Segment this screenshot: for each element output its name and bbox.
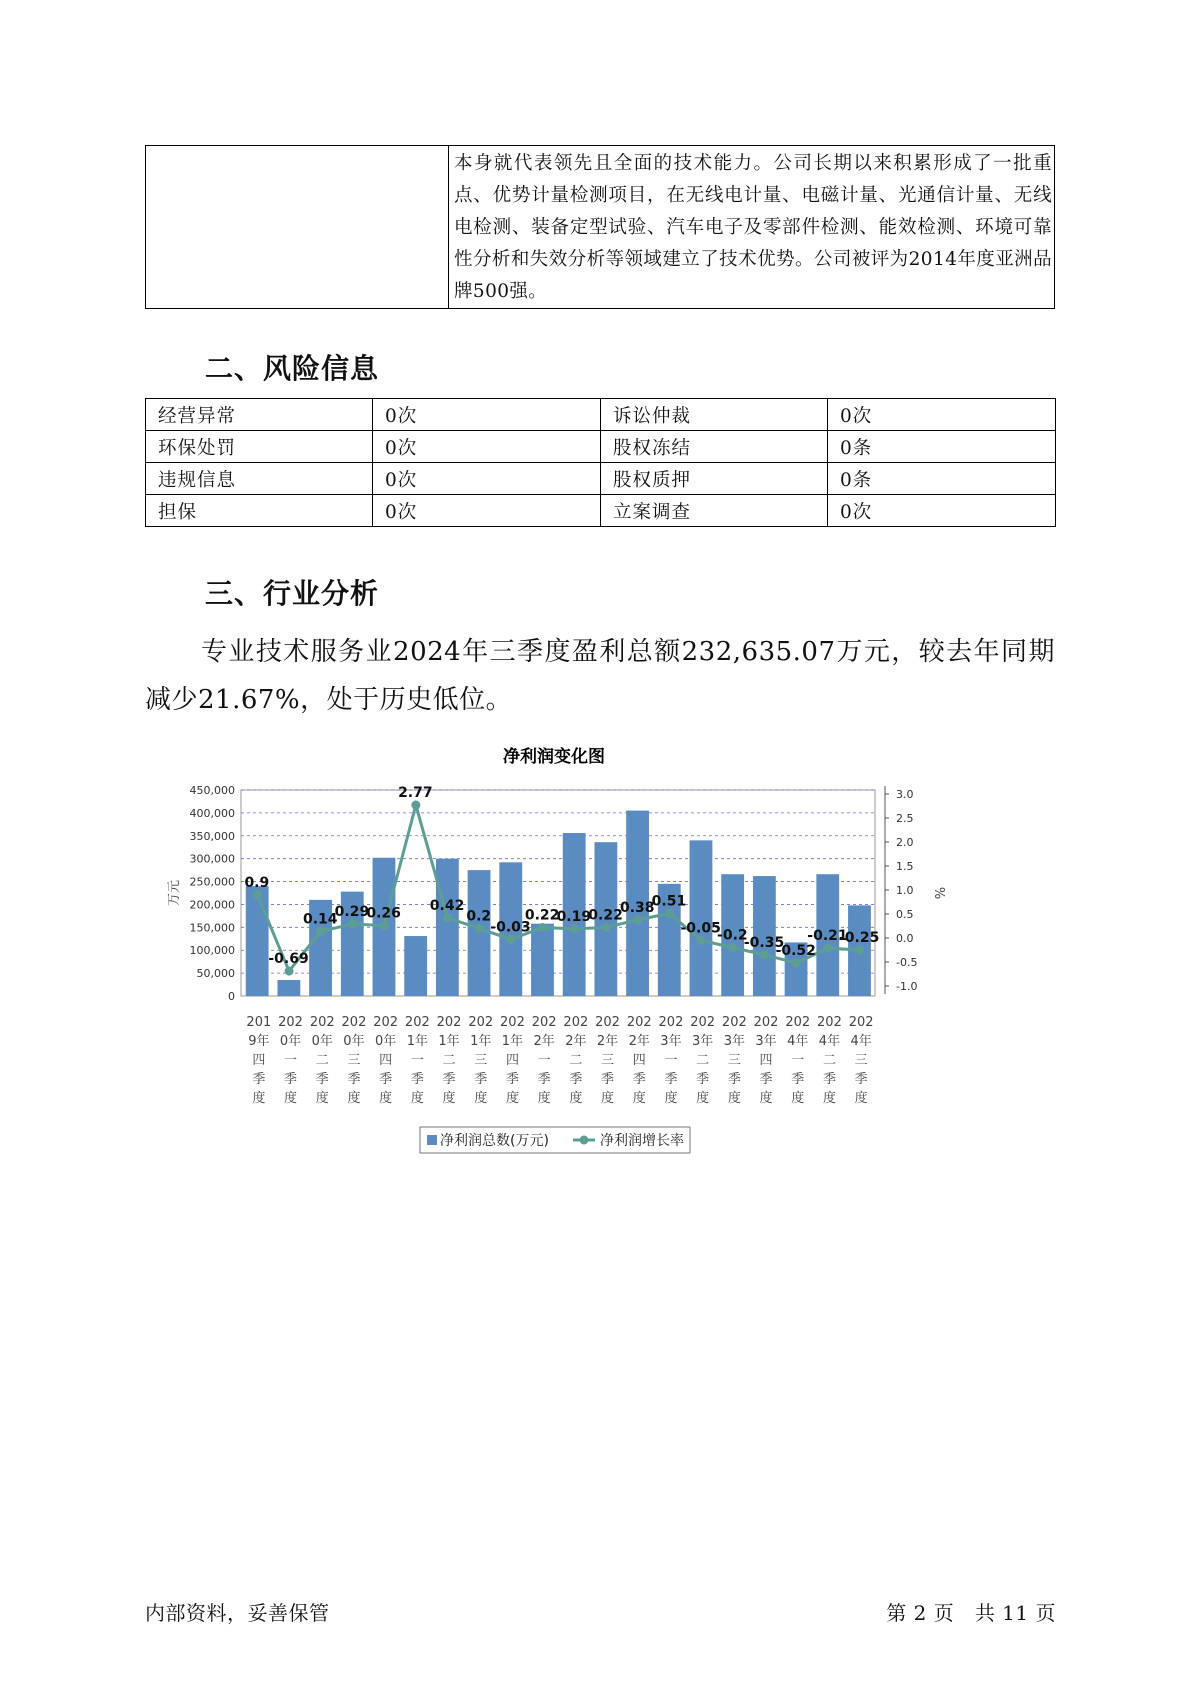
growth-rate-point (380, 921, 389, 930)
x-category-label: 季 (537, 1072, 551, 1087)
bar (246, 886, 269, 996)
growth-rate-point (411, 801, 420, 810)
x-category-label: 季 (791, 1072, 805, 1087)
x-category-label: 度 (284, 1091, 298, 1106)
x-category-label: 201 (246, 1015, 272, 1030)
x-category-label: 季 (315, 1072, 329, 1087)
x-category-label: 季 (822, 1072, 836, 1087)
growth-rate-label: -0.52 (775, 942, 816, 959)
growth-rate-label: 0.19 (556, 908, 592, 925)
x-category-label: 季 (347, 1072, 361, 1087)
x-category-label: 季 (505, 1072, 519, 1087)
risk-label: 经营异常 (146, 399, 373, 431)
industry-paragraph: 专业技术服务业2024年三季度盈利总额232,635.07万元，较去年同期减少21.67%，处于历史低位。 (145, 637, 1055, 715)
growth-rate-point (823, 944, 832, 953)
x-category-label: 202 (500, 1015, 525, 1030)
x-category-label: 1年 (501, 1034, 524, 1049)
x-category-label: 四 (379, 1053, 393, 1068)
left-tick-label: 250,000 (189, 875, 235, 889)
x-category-label: 一 (284, 1053, 298, 1068)
chart-svg (167, 745, 1020, 1205)
x-category-label: 度 (410, 1091, 424, 1106)
x-category-label: 1年 (406, 1034, 428, 1049)
x-category-label: 度 (759, 1091, 773, 1106)
x-category-label: 202 (373, 1015, 399, 1030)
left-tick-label: 150,000 (189, 921, 235, 935)
risk-value: 0次 (373, 431, 601, 463)
x-category-label: 202 (309, 1015, 335, 1030)
growth-rate-label: 0.2 (466, 908, 492, 925)
bar (531, 924, 554, 996)
growth-rate-label: 0.51 (651, 893, 687, 910)
growth-rate-point (665, 909, 674, 918)
x-category-label: 一 (791, 1053, 805, 1068)
growth-rate-point (602, 923, 611, 932)
x-category-label: 四 (759, 1053, 773, 1068)
right-tick-label: 0.0 (896, 932, 914, 945)
x-category-label: 202 (690, 1015, 716, 1030)
growth-rate-point (475, 924, 484, 933)
bar (436, 859, 459, 996)
right-tick-label: -0.5 (896, 956, 918, 969)
chart-title: 净利润变化图 (503, 747, 605, 767)
risk-label: 担保 (146, 495, 373, 527)
left-tick-label: 450,000 (189, 784, 235, 797)
x-category-label: 季 (664, 1072, 678, 1087)
footer-page-number: 第 2 页 共 11 页 (886, 1601, 1056, 1625)
x-category-label: 季 (854, 1072, 868, 1087)
x-category-label: 4年 (787, 1034, 809, 1049)
risk-row (146, 399, 1056, 431)
bar (404, 936, 427, 996)
x-category-label: 0年 (343, 1034, 365, 1049)
growth-rate-label: 0.9 (244, 874, 270, 891)
x-category-label: 四 (252, 1053, 266, 1068)
x-category-label: 度 (601, 1091, 615, 1106)
x-category-label: 202 (278, 1015, 303, 1030)
x-category-label: 2年 (533, 1034, 555, 1049)
risk-table (145, 398, 1056, 527)
growth-rate-label: 2.77 (398, 785, 433, 802)
left-tick-label: 200,000 (189, 898, 235, 912)
x-category-label: 度 (379, 1091, 393, 1106)
growth-rate-label: 0.14 (302, 911, 338, 928)
growth-rate-point (538, 923, 547, 932)
right-tick-label: -1.0 (896, 980, 918, 993)
risk-value: 0次 (828, 495, 1056, 527)
x-category-label: 1年 (438, 1034, 460, 1049)
risk-row (146, 431, 1056, 463)
growth-rate-label: -0.69 (268, 951, 309, 968)
risk-label: 立案调查 (601, 495, 828, 527)
growth-rate-point (285, 967, 294, 976)
left-tick-label: 400,000 (189, 806, 235, 820)
bar (277, 980, 300, 996)
x-category-label: 二 (696, 1053, 710, 1068)
x-category-label: 度 (252, 1091, 266, 1106)
x-category-label: 4年 (818, 1034, 841, 1049)
footer-confidential: 内部资料，妥善保管 (145, 1601, 330, 1625)
x-category-label: 4年 (850, 1034, 872, 1049)
x-category-label: 0年 (311, 1034, 333, 1049)
risk-value: 0次 (373, 463, 601, 495)
x-category-label: 度 (474, 1091, 488, 1106)
x-category-label: 三 (474, 1053, 488, 1068)
right-tick-label: 1.5 (896, 860, 914, 873)
growth-rate-point (728, 943, 737, 952)
x-category-label: 度 (664, 1091, 678, 1106)
x-category-label: 3年 (660, 1034, 682, 1049)
right-tick-label: 0.5 (896, 908, 914, 921)
legend-line-marker (580, 1136, 589, 1145)
x-category-label: 3年 (692, 1034, 714, 1049)
x-category-label: 2年 (628, 1034, 650, 1049)
x-category-label: 2年 (565, 1034, 587, 1049)
x-category-label: 季 (727, 1072, 741, 1087)
x-category-label: 三 (601, 1053, 615, 1068)
intro-text-cell (449, 146, 1055, 309)
right-tick-label: 3.0 (896, 788, 914, 801)
right-tick-label: 2.5 (896, 812, 914, 825)
x-category-label: 度 (632, 1091, 646, 1106)
x-category-label: 度 (315, 1091, 329, 1106)
growth-rate-label: 0.22 (524, 907, 560, 924)
growth-rate-point (760, 950, 769, 959)
x-category-label: 季 (252, 1072, 266, 1087)
x-category-label: 度 (442, 1091, 456, 1106)
x-category-label: 202 (753, 1015, 779, 1030)
x-category-label: 季 (442, 1072, 456, 1087)
x-category-label: 度 (569, 1091, 583, 1106)
risk-label: 环保处罚 (146, 431, 373, 463)
x-category-label: 度 (791, 1091, 805, 1106)
x-category-label: 三 (347, 1053, 361, 1068)
x-category-label: 三 (854, 1053, 868, 1068)
left-tick-label: 50,000 (196, 967, 235, 981)
industry-heading: 三、行业分析 (205, 577, 380, 610)
x-category-label: 9年 (248, 1034, 270, 1049)
left-axis-title: 万元 (167, 879, 182, 907)
legend-bar-label: 净利润总数(万元) (440, 1133, 549, 1149)
x-category-label: 季 (284, 1072, 298, 1087)
growth-rate-point (506, 935, 515, 944)
growth-rate-label: -0.35 (743, 934, 785, 951)
risk-label: 诉讼仲裁 (601, 399, 828, 431)
growth-rate-label: -0.21 (807, 928, 848, 945)
net-profit-chart (167, 745, 1020, 1205)
x-category-label: 202 (468, 1015, 494, 1030)
x-category-label: 202 (563, 1015, 589, 1030)
risk-row (146, 463, 1056, 495)
x-category-label: 3年 (723, 1034, 745, 1049)
growth-rate-label: 0.42 (429, 897, 465, 914)
risk-label: 股权质押 (601, 463, 828, 495)
x-category-label: 202 (848, 1015, 874, 1030)
x-category-label: 二 (822, 1053, 836, 1068)
right-axis-title: % (931, 886, 946, 900)
x-category-label: 202 (404, 1015, 430, 1030)
growth-rate-label: 0.38 (619, 899, 655, 916)
left-tick-label: 350,000 (189, 829, 235, 843)
growth-rate-point (792, 958, 801, 967)
growth-rate-point (253, 890, 262, 899)
x-category-label: 0年 (279, 1034, 302, 1049)
x-category-label: 季 (601, 1072, 615, 1087)
x-category-label: 四 (505, 1053, 519, 1068)
company-intro-table (145, 145, 1055, 309)
x-category-label: 202 (658, 1015, 684, 1030)
legend-line-label: 净利润增长率 (600, 1133, 684, 1149)
growth-rate-label: -0.25 (838, 930, 880, 946)
risk-value: 0次 (828, 399, 1056, 431)
growth-rate-label: -0.03 (490, 919, 531, 936)
x-category-label: 季 (759, 1072, 773, 1087)
company-intro-text: 本身就代表领先且全面的技术能力。公司长期以来积累形成了一批重点、优势计量检测项目，在无线电计量、电磁计量、光通信计量、无线电检测、装备定型试验、汽车电子及零部件检测、能效检测、环境可靠性分析和失效分析等领域建立了技术优势。公司被评为2014年度亚洲品牌500强。 (454, 153, 1052, 302)
bar (690, 840, 713, 996)
intro-empty-cell (146, 146, 449, 309)
x-category-label: 202 (721, 1015, 747, 1030)
risk-label: 违规信息 (146, 463, 373, 495)
right-tick-label: 1.0 (896, 884, 914, 897)
growth-rate-label: -0.2 (717, 927, 748, 944)
growth-rate-point (633, 915, 642, 924)
x-category-label: 度 (727, 1091, 741, 1106)
x-category-label: 202 (595, 1015, 620, 1030)
risk-value: 0条 (828, 463, 1056, 495)
growth-rate-point (316, 927, 325, 936)
x-category-label: 2年 (596, 1034, 619, 1049)
growth-rate-label: 0.22 (588, 907, 623, 924)
growth-rate-point (855, 946, 864, 955)
x-category-label: 二 (315, 1053, 329, 1068)
x-category-label: 二 (442, 1053, 456, 1068)
x-category-label: 202 (436, 1015, 462, 1030)
x-category-label: 四 (632, 1053, 646, 1068)
risk-value: 0次 (373, 399, 601, 431)
left-tick-label: 0 (228, 990, 235, 1003)
x-category-label: 202 (785, 1015, 811, 1030)
growth-rate-point (697, 936, 706, 945)
x-category-label: 季 (632, 1072, 646, 1087)
x-category-label: 季 (474, 1072, 488, 1087)
x-category-label: 季 (379, 1072, 393, 1087)
x-category-label: 一 (410, 1053, 424, 1068)
growth-rate-point (348, 920, 357, 929)
left-tick-label: 100,000 (189, 944, 235, 958)
legend-bar-swatch (427, 1135, 437, 1145)
x-category-label: 季 (569, 1072, 583, 1087)
x-category-label: 季 (410, 1072, 424, 1087)
risk-row (146, 495, 1056, 527)
bar (468, 870, 491, 996)
right-tick-label: 2.0 (896, 836, 914, 849)
x-category-label: 3年 (755, 1034, 777, 1049)
x-category-label: 一 (537, 1053, 551, 1068)
x-category-label: 度 (696, 1091, 710, 1106)
x-category-label: 三 (727, 1053, 741, 1068)
x-category-label: 202 (341, 1015, 367, 1030)
risk-value: 0次 (373, 495, 601, 527)
plot-area (241, 790, 875, 996)
risk-label: 股权冻结 (601, 431, 828, 463)
risk-value: 0条 (828, 431, 1056, 463)
risk-heading: 二、风险信息 (205, 352, 380, 385)
x-category-label: 202 (817, 1015, 842, 1030)
x-category-label: 二 (569, 1053, 583, 1068)
x-category-label: 度 (537, 1091, 551, 1106)
x-category-label: 202 (626, 1015, 652, 1030)
x-category-label: 季 (696, 1072, 710, 1087)
x-category-label: 度 (347, 1091, 361, 1106)
x-category-label: 0年 (375, 1034, 397, 1049)
x-category-label: 一 (664, 1053, 678, 1068)
x-category-label: 度 (822, 1091, 836, 1106)
growth-rate-label: 0.29 (334, 904, 370, 921)
growth-rate-point (443, 913, 452, 922)
x-category-label: 202 (531, 1015, 557, 1030)
left-tick-label: 300,000 (189, 852, 235, 866)
x-category-label: 1年 (470, 1034, 492, 1049)
growth-rate-label: -0.05 (680, 920, 721, 937)
x-category-label: 度 (854, 1091, 868, 1106)
x-category-label: 度 (505, 1091, 519, 1106)
growth-rate-point (570, 924, 579, 933)
growth-rate-label: 0.26 (366, 905, 401, 922)
